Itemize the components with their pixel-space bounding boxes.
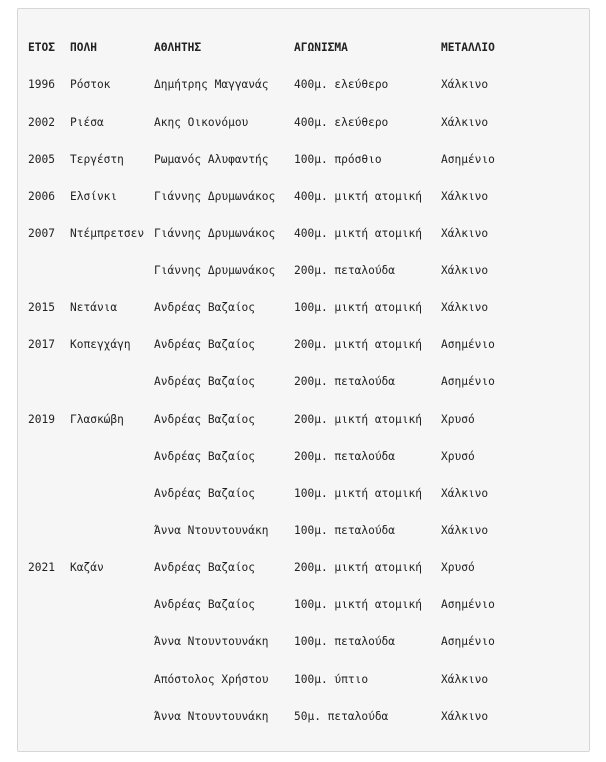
row-athlete: Δημήτρης Μαγγανάς — [154, 78, 269, 91]
row-year: 2002 — [28, 116, 55, 129]
table-row — [18, 709, 578, 725]
row-event: 100μ. ύπτιο — [294, 673, 369, 686]
row-medal: Ασημένιο — [441, 338, 495, 351]
row-medal: Χάλκινο — [441, 487, 489, 500]
row-medal: Χάλκινο — [441, 524, 489, 537]
row-athlete: Ανδρέας Βαζαίος — [154, 561, 256, 574]
row-year: 2017 — [28, 338, 55, 351]
header-event: ΑΓΩΝΙΣΜΑ — [294, 41, 348, 54]
preformatted-text-block — [17, 8, 590, 752]
row-athlete: Ανδρέας Βαζαίος — [154, 413, 256, 426]
table-row — [18, 300, 578, 316]
row-medal: Ασημένιο — [441, 598, 495, 611]
header-athlete: ΑΘΛΗΤΗΣ — [154, 41, 202, 54]
table-row — [18, 523, 578, 539]
row-medal: Χάλκινο — [441, 78, 489, 91]
table-row — [18, 486, 578, 502]
row-year: 2005 — [28, 153, 55, 166]
row-year: 2015 — [28, 301, 55, 314]
row-athlete: Άννα Ντουντουνάκη — [154, 710, 269, 723]
table-header-row — [18, 40, 578, 56]
row-athlete: Άννα Ντουντουνάκη — [154, 635, 269, 648]
row-event: 100μ. μικτή ατομική — [294, 301, 422, 314]
row-athlete: Γιάννης Δρυμωνάκος — [154, 190, 276, 203]
row-medal: Χάλκινο — [441, 116, 489, 129]
row-year: 2006 — [28, 190, 55, 203]
row-athlete: Ακης Οικονόμου — [154, 116, 249, 129]
row-event: 50μ. πεταλούδα — [294, 710, 389, 723]
table-row — [18, 412, 578, 428]
row-city: Ντέμπρετσεν — [70, 227, 145, 240]
table-row — [18, 115, 578, 131]
row-event: 400μ. ελεύθερο — [294, 116, 389, 129]
row-medal: Χρυσό — [441, 450, 475, 463]
row-athlete: Ανδρέας Βαζαίος — [154, 375, 256, 388]
row-year: 2021 — [28, 561, 55, 574]
row-athlete: Άννα Ντουντουνάκη — [154, 524, 269, 537]
row-medal: Χάλκινο — [441, 190, 489, 203]
row-athlete: Ανδρέας Βαζαίος — [154, 338, 256, 351]
table-row — [18, 77, 578, 93]
table-row — [18, 226, 578, 242]
row-medal: Χρυσό — [441, 561, 475, 574]
table-row — [18, 374, 578, 390]
row-year: 2007 — [28, 227, 55, 240]
row-athlete: Ανδρέας Βαζαίος — [154, 301, 256, 314]
table-row — [18, 560, 578, 576]
header-city: ΠΟΛΗ — [70, 41, 97, 54]
row-athlete: Ρωμανός Αλυφαντής — [154, 153, 269, 166]
row-event: 100μ. μικτή ατομική — [294, 487, 422, 500]
row-city: Ριέσα — [70, 116, 104, 129]
row-event: 100μ. μικτή ατομική — [294, 598, 422, 611]
row-medal: Χάλκινο — [441, 710, 489, 723]
row-event: 400μ. μικτή ατομική — [294, 190, 422, 203]
table-row — [18, 597, 578, 613]
row-event: 200μ. πεταλούδα — [294, 375, 396, 388]
row-event: 100μ. πρόσθιο — [294, 153, 382, 166]
row-event: 100μ. πεταλούδα — [294, 635, 396, 648]
row-medal: Χάλκινο — [441, 227, 489, 240]
row-medal: Χρυσό — [441, 413, 475, 426]
row-event: 400μ. μικτή ατομική — [294, 227, 422, 240]
row-athlete: Απόστολος Χρήστου — [154, 673, 269, 686]
row-event: 100μ. πεταλούδα — [294, 524, 396, 537]
row-year: 1996 — [28, 78, 55, 91]
row-city: Καζάν — [70, 561, 104, 574]
row-city: Ρόστοκ — [70, 78, 111, 91]
table-row — [18, 634, 578, 650]
row-event: 200μ. μικτή ατομική — [294, 338, 422, 351]
row-event: 200μ. μικτή ατομική — [294, 561, 422, 574]
row-medal: Χάλκινο — [441, 673, 489, 686]
header-year: ΕΤΟΣ — [28, 41, 55, 54]
row-medal: Ασημένιο — [441, 375, 495, 388]
row-year: 2019 — [28, 413, 55, 426]
row-city: Γλασκώβη — [70, 413, 124, 426]
row-event: 200μ. μικτή ατομική — [294, 413, 422, 426]
row-event: 400μ. ελεύθερο — [294, 78, 389, 91]
table-row — [18, 337, 578, 353]
row-city: Τεργέστη — [70, 153, 124, 166]
row-medal: Χάλκινο — [441, 301, 489, 314]
table-row — [18, 189, 578, 205]
row-medal: Ασημένιο — [441, 635, 495, 648]
row-event: 200μ. πεταλούδα — [294, 450, 396, 463]
table-row — [18, 449, 578, 465]
row-athlete: Γιάννης Δρυμωνάκος — [154, 227, 276, 240]
row-medal: Χάλκινο — [441, 264, 489, 277]
table-row — [18, 672, 578, 688]
row-city: Ελσίνκι — [70, 190, 118, 203]
row-athlete: Ανδρέας Βαζαίος — [154, 598, 256, 611]
row-event: 200μ. πεταλούδα — [294, 264, 396, 277]
table-row — [18, 263, 578, 279]
row-medal: Ασημένιο — [441, 153, 495, 166]
row-athlete: Ανδρέας Βαζαίος — [154, 487, 256, 500]
row-athlete: Γιάννης Δρυμωνάκος — [154, 264, 276, 277]
table-row — [18, 152, 578, 168]
row-athlete: Ανδρέας Βαζαίος — [154, 450, 256, 463]
row-city: Νετάνια — [70, 301, 118, 314]
header-medal: ΜΕΤΑΛΛΙΟ — [441, 41, 495, 54]
row-city: Κοπεγχάγη — [70, 338, 131, 351]
